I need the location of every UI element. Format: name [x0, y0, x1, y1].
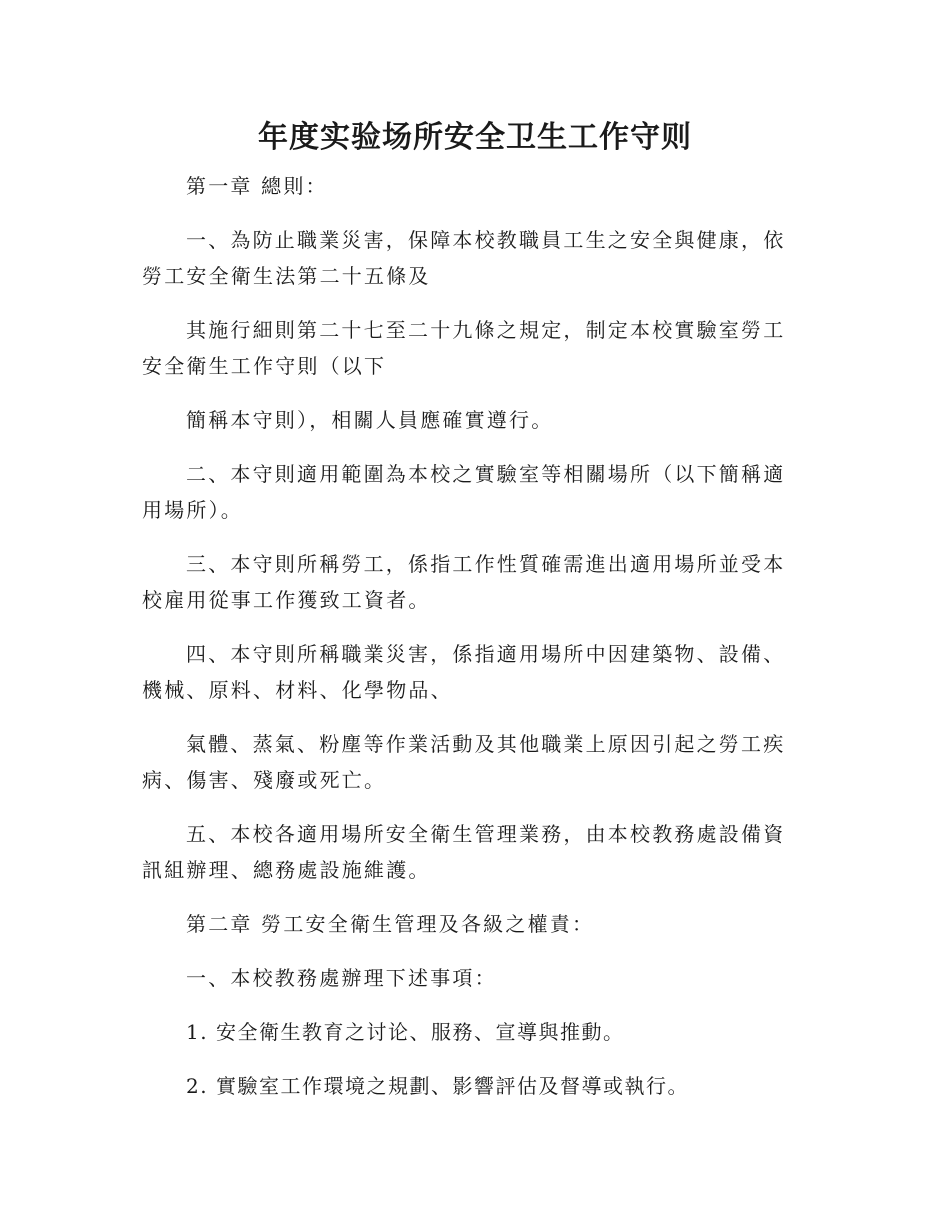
paragraph: 簡稱本守則），相關人員應確實遵行。 — [186, 408, 554, 432]
paragraph: 三、本守則所稱勞工，係指工作性質確需進出適用場所並受本校雇用從事工作獲致工資者。 — [142, 552, 786, 612]
chapter-heading: 第二章 勞工安全衛生管理及各級之權責： — [186, 912, 595, 936]
paragraph: 五、本校各適用場所安全衛生管理業務，由本校教務處設備資訊組辦理、總務處設施維護。 — [142, 822, 786, 882]
paragraph: 氣體、蒸氣、粉塵等作業活動及其他職業上原因引起之勞工疾病、傷害、殘廢或死亡。 — [142, 732, 786, 792]
paragraph: 二、本守則適用範圍為本校之實驗室等相關場所（以下簡稱適用場所）。 — [142, 462, 786, 522]
chapter-heading: 第一章 總則： — [186, 174, 328, 198]
paragraph: 一、為防止職業災害，保障本校教職員工生之安全與健康，依勞工安全衛生法第二十五條及 — [142, 228, 786, 288]
paragraph: 四、本守則所稱職業災害，係指適用場所中因建築物、設備、機械、原料、材料、化學物品、 — [142, 642, 786, 702]
document-body — [142, 168, 807, 1122]
list-item: 1. 安全衛生教育之讨论、服務、宣導與推動。 — [186, 1020, 625, 1044]
document-title: 年度实验场所安全卫生工作守则 — [258, 120, 692, 155]
list-item: 2. 實驗室工作環境之規劃、影響評估及督導或執行。 — [186, 1074, 689, 1098]
paragraph: 一、本校教務處辦理下述事項： — [186, 966, 497, 990]
paragraph: 其施行細則第二十七至二十九條之規定，制定本校實驗室勞工安全衛生工作守則（以下 — [142, 318, 786, 378]
